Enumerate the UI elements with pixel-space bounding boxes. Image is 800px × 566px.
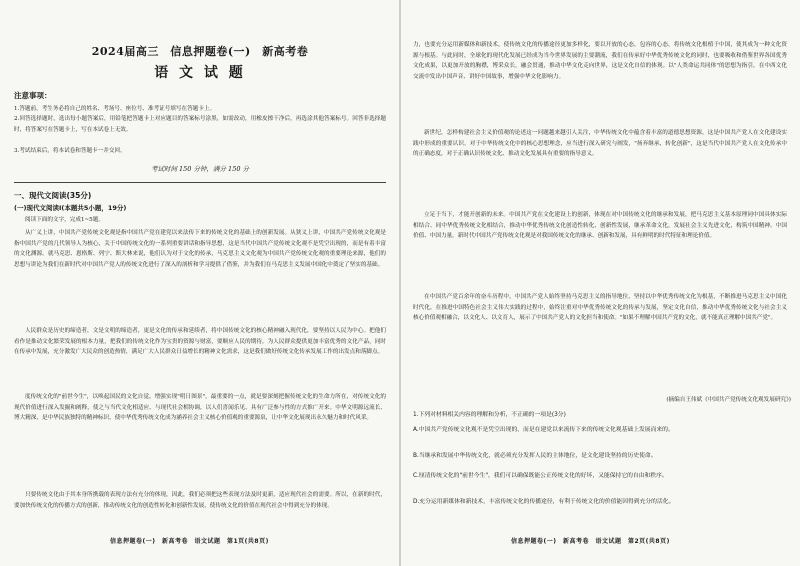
question-1-stem: 1.下列对材料相关内容的理解和分析，不正确的一项是(3分): [413, 412, 566, 418]
passage-paragraph-6: 新世纪，怎样构建社会主义价值观的论述这一问题越来越引人关注，中华传统文化中蕴含着丰富的道德思想资源，这是中国共产党人在文化建设实践中形成的重要认识。对于中华传统文化中的核心思想理念，应当进行深入研究与阐发，"扬弃继承，转化创新"，这是当代中国共产党人在文化传承中的正确态度，对于正确认识传统文化、推动文化发展具有重要的指导意义。: [413, 130, 787, 158]
page-two: [401, 0, 800, 566]
passage-paragraph-8: 在中国共产党百余年的奋斗历程中，中国共产党人始终坚持马克思主义的指导地位，坚持以中华优秀传统文化为根基，不断推进马克思主义中国化时代化，在推进中国特色社会主义伟大实践的过程中，始终注重对中华优秀传统文化的传承与发展，坚定文化自信，推动中华优秀传统文化与社会主义核心价值观相融合，以文化人、以文育人，展示了中国共产党人的文化担当和使命。"如果不理解中国共产党的文化，就不能真正理解中国共产党"。: [413, 294, 787, 322]
notice-heading: 注意事项：: [14, 91, 52, 100]
question-1-option-c: C.厘清传统文化的"前世今生"，我们可以确保既能公正传统文化的好坏，又能保持它的自由和秩序。: [413, 473, 668, 479]
passage-paragraph-1: 从广义上讲，中国共产党传统文化观是指中国共产党在建党以来法传下来的传统文化的基础上的创新发展。从狭义上讲，中国共产党传统文化观是指中国共产党的几代领导人为核心，关于中国传统文化的一系列重要讲话和指导思想，这是当代中国共产党传统文化观不是凭空出现的，而是有着丰富的文化渊源。就马克思、恩格斯、列宁、斯大林来说，他们认为对于文化的传承，马克思主义文化观为中国共产党传统文化观的重要理论来源，他们的思想与讲论为我们在新时代对中国共产党人的传统文化进行了深入的剖析和学习提供了借鉴，并为我们在马克思主义发展中国化中奠定了坚实的基础。: [14, 230, 386, 268]
exam-time-info: 考试时间 150 分钟，满分 150 分: [150, 165, 250, 173]
passage-source: (摘编自王伟斌《中国共产党传统文化观发展研究》): [666, 397, 791, 403]
section-divider: [14, 182, 386, 183]
passage-paragraph-3: 度传统文化的"前世今生"，以唤起国民的文化自觉，增强实现"明日图景"，最重要的一点，就是要深刻把握传统文化的生命力所在，对传统文化的现代价值进行深入发掘和阐释，使之与当代文化相适应、与现代社会相协调，以人们喜闻乐见、具有广泛参与性的方式推广开来。中华文明源远流长、博大精深，是中华民族独特的精神标识，使中华优秀传统文化成为涵养社会主义核心价值观的重要源泉，让中华文化展现出永久魅力和时代风采。: [14, 394, 386, 422]
passage-paragraph-2: 人民群众是历史的缔造者，文是文明的缔造者，更是文化的传承和延续者，将中国传统文化的核心精神融入现代化，要坚持以人民为中心。把他们看作是推动文化繁荣发展的根本力量，把我们的传统文化作为宝贵的资源与财富，要顺应人民的期待，为人民群众提供更加丰富优秀的文化产品，同时在传承中发展，充分激发广大民众的创造热情，满足广大人民群众日益增长的精神文化需求，这是我们做好传统文化传承发展工作的出发点和落脚点。: [14, 328, 386, 356]
question-1-option-d: D.充分运用新媒体和新技术，丰富传统文化的传播途径，有利于传统文化的价值能因得到充分的活化。: [413, 499, 675, 505]
passage-paragraph-4: 只要传统文化由于其本身所携载的表现方法有充分的体现，因此，我们必须把这些表现方法及时更新，适应现代社会的需要。所以，在新的时代，要加快传统文化的传播方式的创新，推动传统文化的创造性转化和创新性发展，使传统文化的价值在现代社会中得到充分的体现。: [14, 492, 386, 509]
notice-item-2: 2.回答选择题时，选出每小题答案后，用铅笔把答题卡上对应题目的答案标号涂黑，如需改动，用橡皮擦干净后，再选涂其他答案标号。回答非选择题时，将答案写在答题卡上，写在本试卷上无效。: [14, 116, 386, 133]
passage-paragraph-7: 立足于当下，才能开创新的未来。中国共产党在文化建设上的创新，体现在对中国传统文化的继承和发展，把马克思主义基本原理同中国具体实际相结合、同中华优秀传统文化相结合，推动中华优秀传统文化创造性转化、创新性发展，继承革命文化，发展社会主义先进文化，构筑中国精神、中国价值、中国力量。新时代中国共产党传统文化观是对我国传统文化的继承、创新和发展，具有鲜明的时代特征和理论价值。: [413, 212, 787, 240]
subject-title: 语 文 试 题: [154, 65, 246, 81]
exam-series-title: 2024届高三 信息押题卷(一) 新高考卷: [91, 45, 309, 58]
notice-item-1: 1.答题前，考生务必将自己的姓名、考场号、座位号、准考证号填写在答题卡上。: [14, 106, 216, 112]
question-1-option-a: A.中国共产党传统文化观不是凭空出现的，而是在建党以来流传下来的传统文化观基础上发展而来的。: [413, 427, 674, 433]
passage-paragraph-5: 力，也要充分运用新媒体和新技术，使传统文化的传播途径更加多样化，要以开放的心态，包容的心态，将传统文化根植于中国，使其成为一种文化资源与根基。与此同时，全球化的现代化发展已经成为当今世界发展的主要潮流，我们在传承好中华优秀传统文化的同时，也要吸收和借鉴世界各国优秀文化成果，以更加开放的胸襟，博采众长，融会贯通，推动中华文化走向世界，这是文化自信的体现。以"人类命运共同体"的思想为指引，在中西文化交流中发出中国声音、讲好中国故事，增强中华文化影响力。: [413, 42, 787, 80]
reading-instruction: 阅读下面的文字，完成1~5题。: [25, 217, 104, 223]
section-heading: 一、现代文阅读(35分): [14, 191, 92, 200]
subsection-heading: (一)现代文阅读Ⅰ(本题共5小题，19分): [14, 204, 127, 212]
question-1-option-b: B.当继承和发展中华传统文化，就必须充分发挥人民的主体地位，是文化建设坚持的历史使命。: [413, 453, 657, 459]
page-one: [0, 0, 399, 566]
page-footer: 信息押题卷(一) 新高考卷 语文试题 第2页(共8页): [511, 538, 670, 545]
notice-item-3: 3.考试结束后，将本试卷和答题卡一并交回。: [14, 148, 126, 154]
page-footer: 信息押题卷(一) 新高考卷 语文试题 第1页(共8页): [110, 538, 269, 545]
